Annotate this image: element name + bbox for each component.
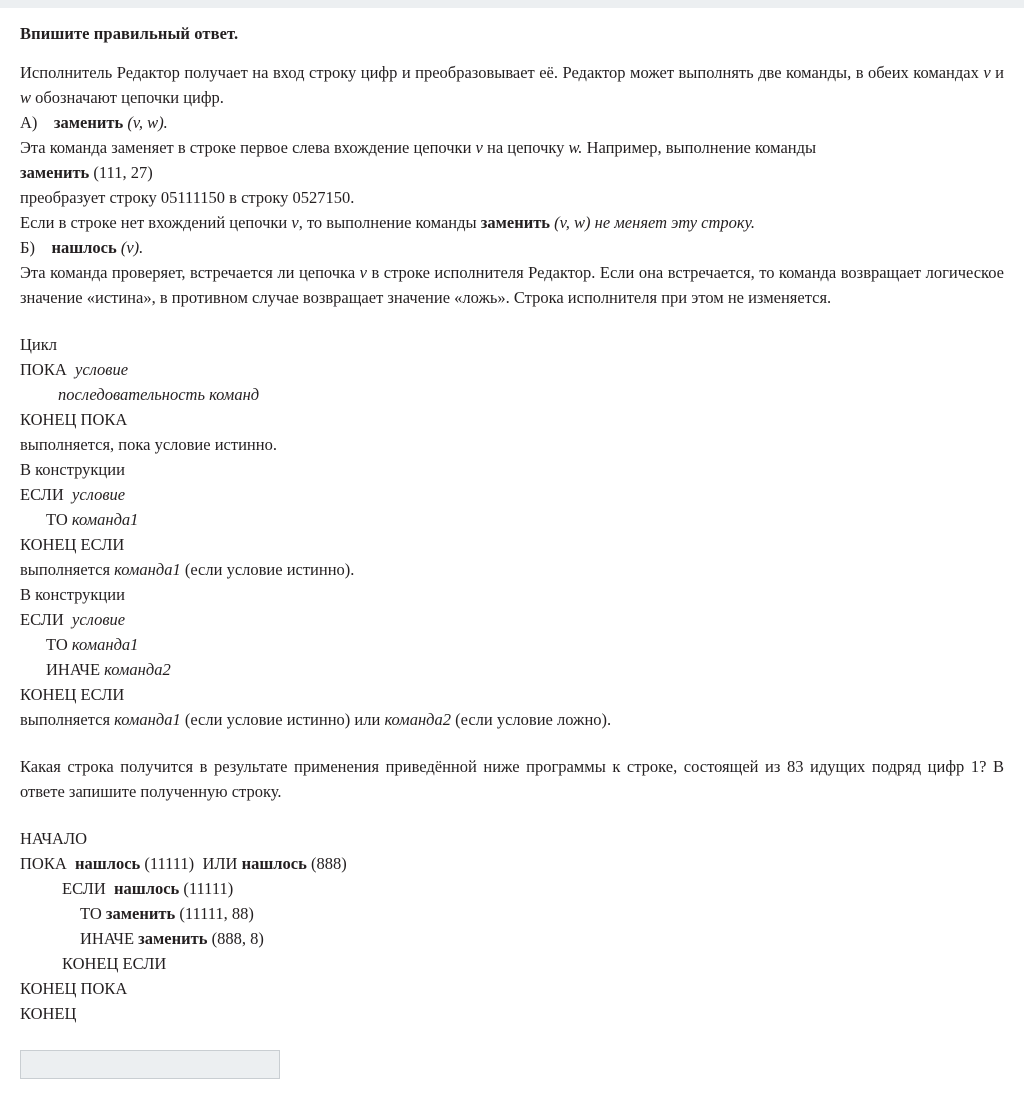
program-while-cmd1: нашлось — [75, 854, 141, 873]
command-a-name: заменить — [53, 113, 124, 132]
command-a-heading — [20, 110, 1004, 135]
program-while-args1: (11111) — [144, 854, 195, 873]
top-bar — [0, 0, 1024, 8]
program-if-args: (11111) — [183, 879, 234, 898]
command-b-name: нашлось — [51, 238, 117, 257]
loop-line-cycle: Цикл — [20, 335, 57, 354]
command-a-desc-v: v — [475, 138, 483, 157]
loop-line-while — [20, 357, 1004, 382]
intro-text-2: обозначают цепочки цифр. — [31, 88, 224, 107]
if2-expl-pre: выполняется — [20, 710, 115, 729]
answer-input[interactable] — [20, 1050, 280, 1079]
command-b-heading — [20, 235, 1004, 260]
program-end-while: КОНЕЦ ПОКА — [20, 979, 128, 998]
command-a-example — [20, 160, 1004, 185]
program-then — [20, 901, 1004, 926]
if1-line-intro: В конструкции — [20, 460, 125, 479]
command-a-desc-2: на цепочку — [482, 138, 569, 157]
command-a-desc-1: Эта команда заменяет в строке первое слева вхождение цепочки — [20, 138, 476, 157]
command-b-desc-2: в строке исполнителя Редактор. Если она встречается, то команда возвращает логическое значение «истина», в противном случае возвращает значение «ложь». Строка исполнителя при этом не изменяется. — [20, 263, 1005, 307]
program-else-keyword: ИНАЧЕ — [80, 929, 135, 948]
command-a-note — [20, 210, 1004, 235]
program-end: КОНЕЦ — [20, 1004, 77, 1023]
if2-expl-command2: команда2 — [384, 710, 451, 729]
if-construct-block-2 — [20, 582, 1004, 732]
loop-construct-block — [20, 332, 1004, 457]
question-page — [0, 8, 1024, 1079]
loop-line-explanation: выполняется, пока условие истинно. — [20, 435, 277, 454]
command-a-note-v: v — [291, 213, 299, 232]
intro-text-1: Исполнитель Редактор получает на вход строку цифр и преобразовывает её. Редактор может выполнять две команды, в обеих командах — [20, 63, 984, 82]
loop-line-end-while: КОНЕЦ ПОКА — [20, 410, 128, 429]
variable-v: v — [983, 63, 991, 82]
page-title: Впишите правильный ответ. — [20, 24, 239, 43]
program-else-cmd: заменить — [138, 929, 208, 948]
if2-then-keyword: ТО — [46, 635, 68, 654]
if2-then-command: команда1 — [71, 635, 139, 654]
command-b-desc-v: v — [359, 263, 367, 282]
command-b-label: Б) — [20, 238, 35, 257]
program-then-cmd: заменить — [105, 904, 176, 923]
if2-else-command: команда2 — [104, 660, 171, 679]
if1-expl-post: (если условие истинно). — [180, 560, 355, 579]
command-a-note-2: , то выполнение команды — [298, 213, 481, 232]
if1-expl-command: команда1 — [114, 560, 181, 579]
program-while — [20, 851, 1004, 876]
command-a-example-args: (111, 27) — [93, 163, 153, 182]
command-a-desc-3: Например, выполнение команды — [582, 138, 817, 157]
question-text: Какая строка получится в результате применения приведённой ниже программы к строке, состоящей из 83 идущих подряд цифр 1? В ответе запишите полученную строку. — [20, 757, 1004, 801]
command-a-note-3: (v, w) не меняет эту строку. — [550, 213, 756, 232]
if2-line-intro: В конструкции — [20, 585, 125, 604]
program-while-args2: (888) — [310, 854, 347, 873]
command-a-label: А) — [20, 113, 38, 132]
if1-line-end: КОНЕЦ ЕСЛИ — [20, 535, 125, 554]
if2-line-then — [20, 632, 1004, 657]
if2-expl-mid: (если условие истинно) или — [180, 710, 385, 729]
loop-while-keyword: ПОКА — [20, 360, 67, 379]
program-listing — [20, 826, 1004, 1026]
command-b-desc-1: Эта команда проверяет, встречается ли цепочка — [20, 263, 360, 282]
command-b-args: (v). — [120, 238, 144, 257]
command-a-description — [20, 135, 1004, 160]
program-while-or: ИЛИ — [202, 854, 238, 873]
command-a-note-name: заменить — [480, 213, 551, 232]
loop-while-condition: условие — [75, 360, 129, 379]
if1-then-command: команда1 — [71, 510, 139, 529]
program-then-args: (11111, 88) — [179, 904, 254, 923]
spacer — [20, 732, 1004, 754]
program-begin: НАЧАЛО — [20, 829, 88, 848]
program-else-args: (888, 8) — [211, 929, 264, 948]
intro-paragraph — [20, 60, 1004, 110]
program-else — [20, 926, 1004, 951]
program-if-keyword: ЕСЛИ — [62, 879, 106, 898]
loop-line-body — [20, 382, 1004, 407]
if2-line-else — [20, 657, 1004, 682]
program-then-keyword: ТО — [80, 904, 102, 923]
spacer — [20, 804, 1004, 826]
if2-keyword: ЕСЛИ — [20, 610, 64, 629]
command-b-description — [20, 260, 1004, 310]
program-while-cmd2: нашлось — [241, 854, 307, 873]
loop-body-label: последовательность команд — [58, 385, 260, 404]
command-a-desc-w: w. — [568, 138, 583, 157]
if1-then-keyword: ТО — [46, 510, 68, 529]
variable-w: w — [20, 88, 32, 107]
if1-line-explanation — [20, 557, 1004, 582]
if-construct-block-1 — [20, 457, 1004, 582]
command-a-example-result: преобразует строку 05111150 в строку 0527150. — [20, 188, 355, 207]
if1-condition: условие — [72, 485, 126, 504]
spacer — [20, 310, 1004, 332]
if2-expl-post: (если условие ложно). — [450, 710, 612, 729]
command-a-example-name: заменить — [20, 163, 90, 182]
if1-line-if — [20, 482, 1004, 507]
if2-line-explanation — [20, 707, 1004, 732]
intro-and: и — [990, 63, 1004, 82]
if2-line-end: КОНЕЦ ЕСЛИ — [20, 685, 125, 704]
if2-condition: условие — [72, 610, 126, 629]
if2-else-keyword: ИНАЧЕ — [46, 660, 101, 679]
if1-expl-pre: выполняется — [20, 560, 115, 579]
program-end-if: КОНЕЦ ЕСЛИ — [62, 954, 167, 973]
program-if — [20, 876, 1004, 901]
command-a-args: (v, w). — [127, 113, 168, 132]
if1-line-then — [20, 507, 1004, 532]
command-a-note-1: Если в строке нет вхождений цепочки — [20, 213, 292, 232]
if1-keyword: ЕСЛИ — [20, 485, 64, 504]
program-if-cmd: нашлось — [114, 879, 180, 898]
program-while-keyword: ПОКА — [20, 854, 67, 873]
if2-expl-command1: команда1 — [114, 710, 181, 729]
if2-line-if — [20, 607, 1004, 632]
